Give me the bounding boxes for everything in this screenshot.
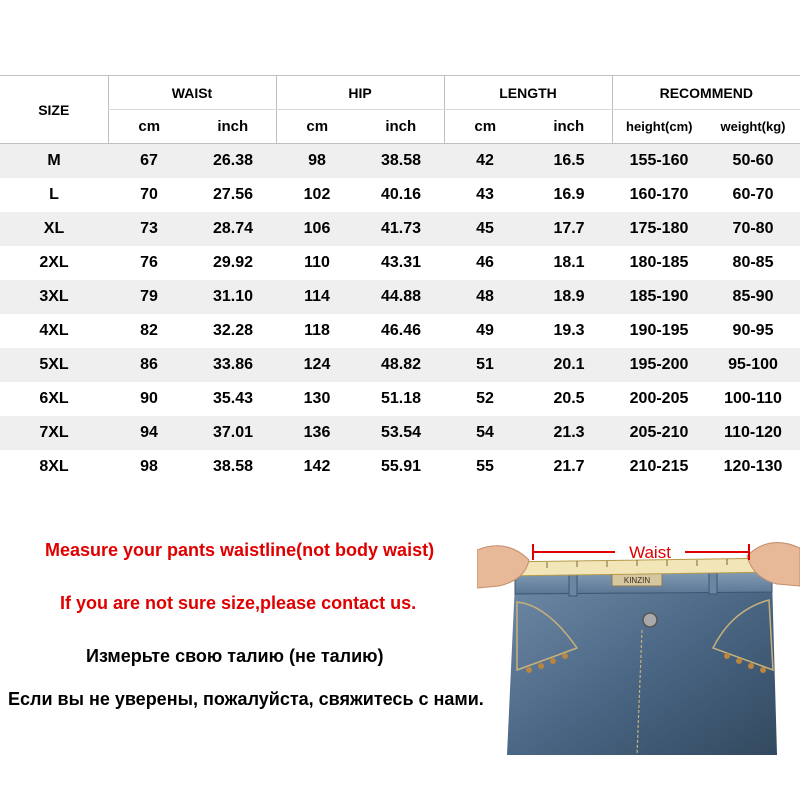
unit-header: inch [385, 118, 417, 135]
size-cell: 2XL [39, 253, 69, 271]
size-row [0, 178, 800, 212]
measurement-cell: 16.5 [526, 144, 612, 178]
measurement-cell: 185-190 [612, 280, 706, 314]
measurement-cell: 120-130 [723, 457, 783, 475]
contact-note-ru: Если вы не уверены, пожалуйста, свяжитесь с нами. [8, 689, 484, 709]
measurement-cell: 16.9 [553, 185, 585, 203]
measurement-cell: 85-90 [706, 280, 800, 314]
measurement-cell: 45 [444, 212, 526, 246]
unit-header: cm [108, 110, 190, 144]
size-cell: 4XL [39, 321, 69, 339]
measurement-cell: 19.3 [553, 321, 585, 339]
unit-header: height(cm) [612, 110, 706, 144]
measurement-cell: 51 [444, 348, 526, 382]
measurement-cell: 114 [276, 280, 358, 314]
measurement-cell: 180-185 [629, 253, 689, 271]
measure-note-ru: Измерьте свою талию (не талию) [86, 646, 384, 666]
measurement-cell: 124 [276, 348, 358, 382]
contact-note-en: If you are not sure size,please contact us. [60, 593, 417, 613]
jeans-body [507, 578, 777, 755]
size-cell: XL [0, 212, 108, 246]
measurement-cell: 70-80 [706, 212, 800, 246]
measurement-cell: 43 [476, 185, 494, 203]
measurement-cell: 160-170 [629, 185, 689, 203]
size-cell: 5XL [0, 348, 108, 382]
measurement-cell: 51.18 [380, 389, 422, 407]
measurement-cell: 142 [303, 457, 331, 475]
measurement-cell: 76 [140, 253, 158, 271]
unit-header: inch [217, 118, 249, 135]
hip-header: HIP [276, 76, 444, 110]
measurement-cell: 130 [303, 389, 331, 407]
measurement-cell: 54 [444, 416, 526, 450]
measurement-cell: 60-70 [732, 185, 774, 203]
measurement-cell: 100-110 [724, 389, 782, 407]
measurement-cell: 94 [108, 416, 190, 450]
measurement-cell: 136 [276, 416, 358, 450]
measurement-cell: 29.92 [212, 253, 254, 271]
measurement-cell: 49 [476, 321, 494, 339]
measurement-cell: 70 [140, 185, 158, 203]
unit-header: cm [444, 110, 526, 144]
measurement-cell: 50-60 [706, 144, 800, 178]
size-row [0, 348, 800, 382]
size-cell: 8XL [39, 457, 69, 475]
waist-label: Waist [629, 543, 671, 562]
size-chart-table [0, 75, 800, 484]
measurement-cell: 21.7 [553, 457, 585, 475]
measurement-cell: 67 [108, 144, 190, 178]
length-header: LENGTH [444, 76, 612, 110]
size-header: SIZE [0, 76, 108, 144]
jeans-waist-illustration [477, 530, 800, 755]
size-row [0, 144, 800, 178]
measurement-cell: 155-160 [612, 144, 706, 178]
size-cell: 6XL [39, 389, 69, 407]
measurement-cell: 90 [140, 389, 158, 407]
measurement-cell: 18.9 [526, 280, 612, 314]
measure-note-en: Measure your pants waistline(not body waist) [45, 540, 435, 560]
unit-header: weight(kg) [720, 119, 786, 134]
measurement-cell: 46.46 [380, 321, 422, 339]
measurement-cell: 48 [444, 280, 526, 314]
size-cell: 3XL [0, 280, 108, 314]
recommend-header: RECOMMEND [612, 76, 800, 110]
measurement-cell: 31.10 [190, 280, 276, 314]
size-row [0, 246, 800, 280]
measurement-cell: 26.38 [190, 144, 276, 178]
measurement-cell: 33.86 [190, 348, 276, 382]
measurement-cell: 73 [108, 212, 190, 246]
measurement-cell: 53.54 [358, 416, 444, 450]
measurement-cell: 190-195 [629, 321, 689, 339]
size-row [0, 212, 800, 246]
measurement-cell: 175-180 [612, 212, 706, 246]
size-chart-body [0, 144, 800, 484]
measurement-cell: 205-210 [612, 416, 706, 450]
measurement-cell: 18.1 [553, 253, 585, 271]
measurement-cell: 48.82 [358, 348, 444, 382]
size-row [0, 280, 800, 314]
jeans-button [643, 613, 657, 627]
measurement-cell: 44.88 [358, 280, 444, 314]
size-cell: L [49, 185, 59, 203]
measurement-cell: 40.16 [380, 185, 422, 203]
measurement-cell: 98 [140, 457, 158, 475]
measurement-cell: 118 [304, 321, 330, 339]
measurement-cell: 98 [276, 144, 358, 178]
size-cell: M [0, 144, 108, 178]
measurement-cell: 90-95 [732, 321, 774, 339]
measurement-cell: 86 [108, 348, 190, 382]
measurement-cell: 55.91 [380, 457, 422, 475]
measurement-cell: 110-120 [706, 416, 800, 450]
measurement-cell: 95-100 [706, 348, 800, 382]
measurement-cell: 32.28 [212, 321, 254, 339]
size-row [0, 382, 800, 416]
size-cell: 7XL [0, 416, 108, 450]
size-row [0, 450, 800, 484]
measurement-cell: 52 [476, 389, 494, 407]
measurement-cell: 28.74 [190, 212, 276, 246]
measurement-cell: 37.01 [190, 416, 276, 450]
unit-header: cm [276, 110, 358, 144]
measurement-cell: 55 [476, 457, 494, 475]
measurement-cell: 20.5 [553, 389, 585, 407]
measurement-cell: 82 [140, 321, 158, 339]
measurement-cell: 210-215 [629, 457, 689, 475]
measurement-cell: 102 [303, 185, 331, 203]
measurement-cell: 42 [444, 144, 526, 178]
size-row [0, 416, 800, 450]
measurement-cell: 80-85 [732, 253, 774, 271]
brand-tag-text: KINZIN [623, 576, 651, 585]
measurement-cell: 35.43 [212, 389, 254, 407]
measurement-cell: 195-200 [612, 348, 706, 382]
measurement-cell: 38.58 [212, 457, 254, 475]
measurement-cell: 79 [108, 280, 190, 314]
unit-header: inch [553, 118, 585, 135]
measurement-cell: 20.1 [526, 348, 612, 382]
size-row [0, 314, 800, 348]
measurement-cell: 46 [476, 253, 494, 271]
measurement-cell: 41.73 [358, 212, 444, 246]
waist-header: WAISt [108, 76, 276, 110]
measurement-cell: 38.58 [358, 144, 444, 178]
measurement-cell: 21.3 [526, 416, 612, 450]
measurement-cell: 43.31 [380, 253, 422, 271]
measurement-cell: 106 [276, 212, 358, 246]
measurement-cell: 17.7 [526, 212, 612, 246]
measurement-cell: 200-205 [629, 389, 689, 407]
measurement-cell: 110 [304, 253, 330, 271]
measurement-cell: 27.56 [212, 185, 254, 203]
